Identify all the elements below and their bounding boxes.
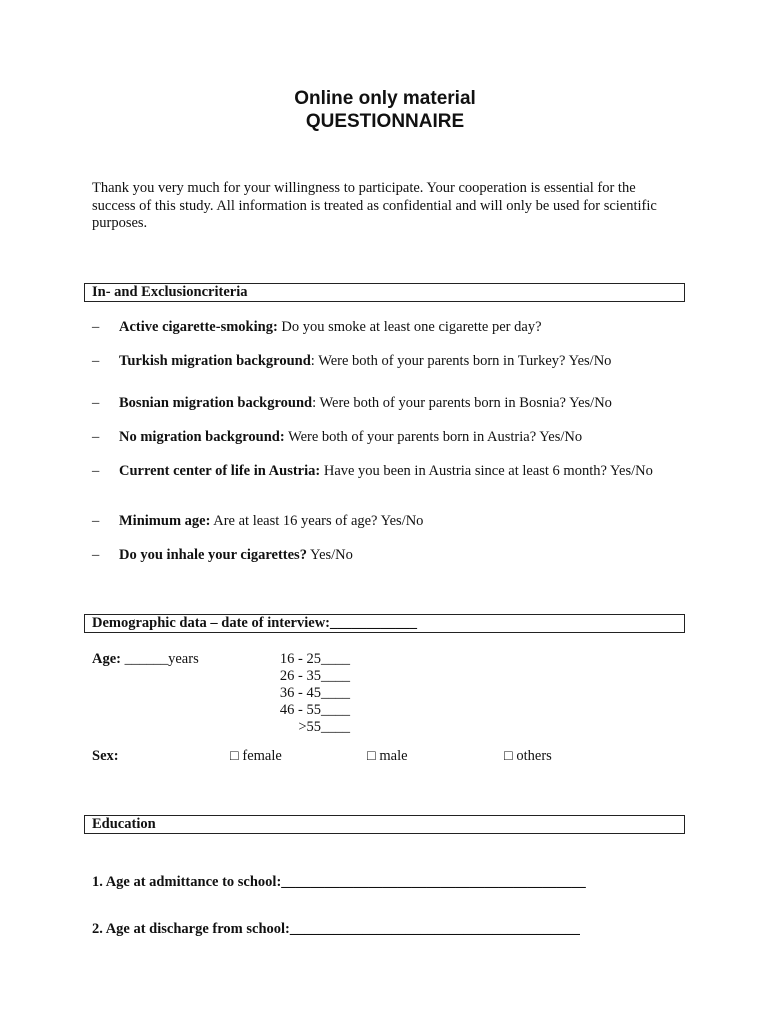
- page-subtitle: QUESTIONNAIRE: [305, 111, 465, 132]
- criteria-question: : Were both of your parents born in Turkey? Yes/No: [310, 353, 612, 369]
- education-question-admittance[interactable]: 1. Age at admittance to school:__________________________________________: [92, 874, 586, 890]
- criteria-label: Turkish migration background: [119, 353, 311, 369]
- criteria-question: Yes/No: [306, 547, 353, 563]
- age-range-36-45: 36 - 45____: [279, 685, 350, 701]
- intro-paragraph: Thank you very much for your willingness to participate. Your cooperation is essential for the success of this study. All information is treated as confidential and will only be used for scientific purposes.: [92, 180, 657, 231]
- age-field: [92, 651, 199, 668]
- criteria-label: Bosnian migration background: [119, 395, 313, 411]
- bullet-dash: –: [92, 395, 100, 411]
- age-range-16-25: 16 - 25____: [279, 651, 350, 667]
- criteria-label: Current center of life in Austria:: [119, 463, 321, 479]
- criteria-question: Do you smoke at least one cigarette per day?: [277, 319, 542, 335]
- criteria-label: Do you inhale your cigarettes?: [119, 547, 307, 563]
- sex-option-female[interactable]: □ female: [230, 748, 282, 764]
- criteria-label: Minimum age:: [119, 513, 211, 529]
- criteria-question: Were both of your parents born in Austria? Yes/No: [284, 429, 583, 445]
- age-range-over-55: >55____: [298, 719, 350, 735]
- demographic-heading-box: Demographic data – date of interview:____________: [84, 614, 685, 633]
- criteria-question: Are at least 16 years of age? Yes/No: [210, 513, 424, 529]
- criteria-heading-box: In- and Exclusioncriteria: [84, 283, 685, 302]
- bullet-dash: –: [92, 353, 100, 369]
- bullet-dash: –: [92, 513, 100, 529]
- bullet-dash: –: [92, 463, 100, 479]
- sex-option-others[interactable]: □ others: [504, 748, 552, 764]
- age-label: Age:: [92, 651, 121, 667]
- sex-option-male[interactable]: □ male: [367, 748, 408, 764]
- criteria-question: : Were both of your parents born in Bosnia? Yes/No: [312, 395, 612, 411]
- page-title: Online only material: [294, 88, 476, 109]
- criteria-question: Have you been in Austria since at least 6 month? Yes/No: [320, 463, 653, 479]
- sex-label: Sex:: [92, 748, 119, 764]
- age-blank: ______years: [121, 651, 199, 667]
- bullet-dash: –: [92, 319, 100, 335]
- age-range-46-55: 46 - 55____: [279, 702, 350, 718]
- education-heading-box: Education: [84, 815, 685, 834]
- bullet-dash: –: [92, 547, 100, 563]
- age-range-26-35: 26 - 35____: [279, 668, 350, 684]
- criteria-label: No migration background:: [119, 429, 285, 445]
- education-question-discharge[interactable]: 2. Age at discharge from school:________________________________________: [92, 921, 580, 937]
- bullet-dash: –: [92, 429, 100, 445]
- criteria-label: Active cigarette-smoking:: [119, 319, 278, 335]
